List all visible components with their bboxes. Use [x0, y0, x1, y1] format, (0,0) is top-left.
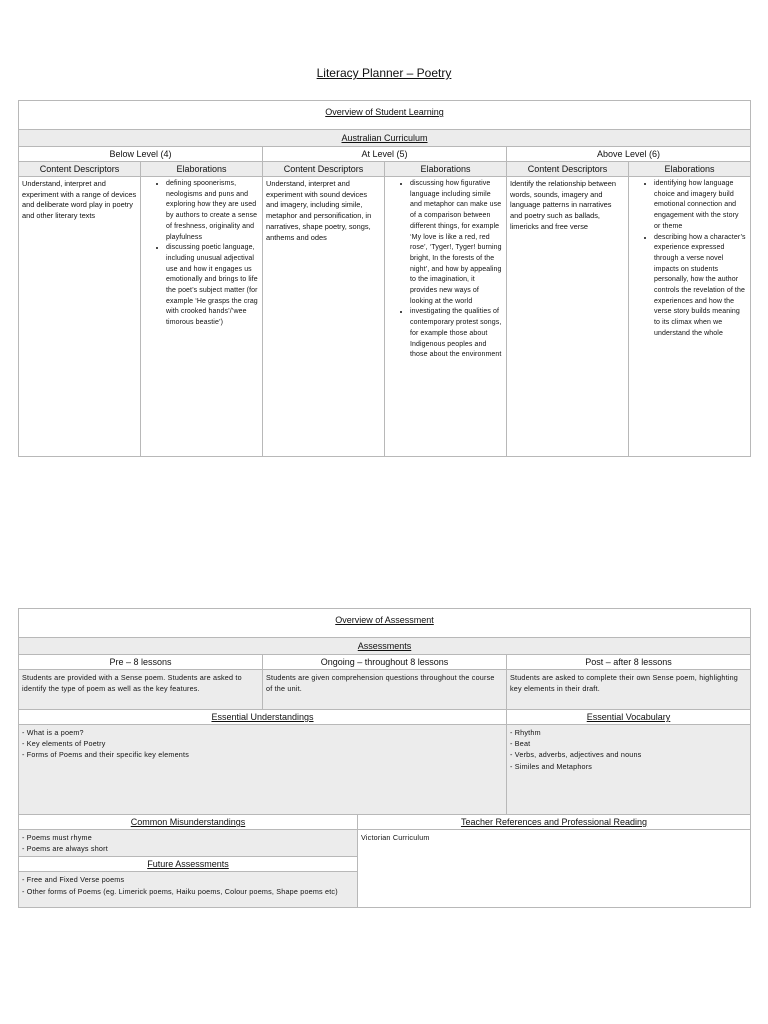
list-item: - Key elements of Poetry	[22, 739, 106, 749]
above-content-descriptor: Identify the relationship between words, sounds, imagery and language patterns in narratives and poetry such as ballads, limericks and free verse	[507, 177, 629, 457]
curriculum-heading: Australian Curriculum	[341, 133, 428, 143]
col-label-content-descriptors: Content Descriptors	[507, 162, 629, 177]
assessment-heading: Overview of Assessment	[335, 615, 434, 625]
future-assessments-list	[19, 872, 358, 908]
level-below: Below Level (4)	[19, 147, 263, 162]
pre-assessment-text: Students are provided with a Sense poem. Students are asked to identify the type of poem as well as the key features.	[19, 670, 263, 710]
essential-vocabulary-label-cell	[507, 710, 751, 725]
list-item: - Forms of Poems and their specific key elements	[22, 750, 189, 760]
list-item: Victorian Curriculum	[361, 833, 430, 842]
list-item: - Rhythm	[510, 728, 541, 737]
essential-understandings-list	[19, 725, 507, 815]
list-item: - Beat	[510, 739, 531, 749]
curriculum-heading-cell	[19, 130, 751, 147]
future-assessments-label: Future Assessments	[147, 859, 229, 870]
list-item: - Poems are always short	[22, 844, 108, 854]
at-elaboration-item: • discussing how figurative language including simile and metaphor can make use of a comparison between different things, for example ‘My love is like a red, red rose’, ‘Tyger!, Tyger! burning bright, In the forests of the night’, and how by appealing to the imagination, it provides new ways of looking at the world	[410, 179, 503, 307]
assessment-table	[18, 608, 751, 908]
assessments-label: Assessments	[357, 641, 412, 651]
list-item: - What is a poem?	[22, 728, 84, 737]
level-above: Above Level (6)	[507, 147, 751, 162]
at-content-descriptor: Understand, interpret and experiment with sound devices and imagery, including simile, metaphor and personification, in narratives, shape poetry, songs, anthems and odes	[263, 177, 385, 457]
level-at: At Level (5)	[263, 147, 507, 162]
student-learning-table	[18, 100, 751, 457]
list-item: - Other forms of Poems (eg. Limerick poems, Haiku poems, Colour poems, Shape poems etc)	[22, 886, 338, 896]
list-item: - Poems must rhyme	[22, 833, 92, 842]
essential-understandings-label: Essential Understandings	[211, 712, 314, 722]
assessments-label-cell	[19, 638, 751, 655]
phase-post: Post – after 8 lessons	[507, 655, 751, 670]
col-label-elaborations: Elaborations	[385, 162, 507, 177]
assessment-heading-cell	[19, 609, 751, 638]
references-list	[358, 830, 751, 908]
post-assessment-text: Students are asked to complete their own Sense poem, highlighting key elements in their draft.	[507, 670, 751, 710]
page-title: Literacy Planner – Poetry	[316, 66, 452, 80]
essential-vocabulary-list	[507, 725, 751, 815]
above-elaboration-item: • identifying how language choice and imagery build emotional connection and engagement with the story or theme	[654, 179, 747, 233]
col-label-elaborations: Elaborations	[141, 162, 263, 177]
col-label-elaborations: Elaborations	[629, 162, 751, 177]
ongoing-assessment-text: Students are given comprehension questions throughout the course of the unit.	[263, 670, 507, 710]
misunderstandings-label: Common Misunderstandings	[130, 817, 246, 827]
misunderstandings-label-cell	[19, 815, 358, 830]
at-elaborations	[385, 177, 507, 457]
below-elaboration-item: • defining spoonerisms, neologisms and puns and exploring how they are used by authors to create a sense of freshness, originality and playfulness	[166, 179, 259, 243]
above-elaborations	[629, 177, 751, 457]
essential-vocabulary-label: Essential Vocabulary	[586, 712, 671, 722]
list-item: - Similes and Metaphors	[510, 761, 593, 771]
learning-heading-cell	[19, 101, 751, 130]
learning-heading: Overview of Student Learning	[325, 107, 444, 117]
below-elaboration-item: • discussing poetic language, including unusual adjectival use and how it engages us emotionally and brings to life the poet’s subject matter (for example ‘He grasps the crag with crooked hands’/’wee timorous beastie’)	[166, 243, 259, 329]
col-label-content-descriptors: Content Descriptors	[263, 162, 385, 177]
future-assessments-label-cell	[19, 857, 358, 872]
list-item: - Free and Fixed Verse poems	[22, 875, 125, 885]
below-elaborations	[141, 177, 263, 457]
references-label-cell	[358, 815, 751, 830]
phase-pre: Pre – 8 lessons	[19, 655, 263, 670]
essential-understandings-label-cell	[19, 710, 507, 725]
references-label: Teacher References and Professional Reading	[460, 817, 648, 827]
at-elaboration-item: • investigating the qualities of contemporary protest songs, for example those about Indigenous peoples and those about the environment	[410, 307, 503, 361]
misunderstandings-list	[19, 830, 358, 857]
above-elaboration-item: • describing how a character’s experience expressed through a verse novel impacts on students personally, how the author controls the revelation of the experiences and how the verse story builds meaning to its climax when we understand the whole	[654, 233, 747, 340]
list-item: - Verbs, adverbs, adjectives and nouns	[510, 750, 642, 760]
below-content-descriptor: Understand, interpret and experiment with a range of devices and deliberate word play in poetry and other literary texts	[19, 177, 141, 457]
col-label-content-descriptors: Content Descriptors	[19, 162, 141, 177]
phase-ongoing: Ongoing – throughout 8 lessons	[263, 655, 507, 670]
